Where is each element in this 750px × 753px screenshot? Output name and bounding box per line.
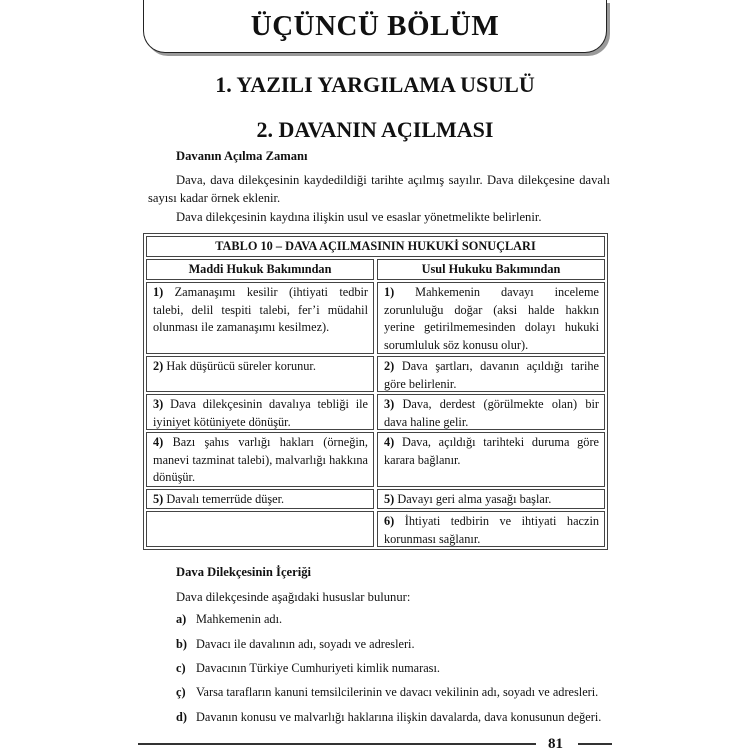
list-item: a) Mahkemenin adı. [176,612,283,626]
list-item: b) Davacı ile davalının adı, soyadı ve adresleri. [176,637,415,651]
page-number: 81 [548,736,563,752]
list-item: d) Davanın konusu ve malvarlığı haklarına ilişkin davalarda, dava konusunun değeri. [176,710,602,724]
column-header-usul: Usul Hukuku Bakımından [377,259,605,280]
list-item: ç) Varsa tarafların kanuni temsilcilerinin ve davacı vekilinin adı, soyadı ve adresleri. [176,685,599,699]
column-header-maddi: Maddi Hukuk Bakımından [146,259,374,280]
table-title: TABLO 10 – DAVA AÇILMASININ HUKUKİ SONUÇLARI [146,236,605,257]
table-cell-right-3: 3) Dava, derdest (görülmekte olan) bir dava haline gelir. [377,394,605,430]
table-cell-right-6: 6) İhtiyati tedbirin ve ihtiyati haczin korunması sağlanır. [377,511,605,547]
table-cell-right-4: 4) Dava, açıldığı tarihteki duruma göre karara bağlanır. [377,432,605,487]
table-cell-left-6-empty [146,511,374,547]
table-cell-left-2: 2) Hak düşürücü süreler korunur. [146,356,374,392]
footer-rule-right [578,743,612,745]
list-item: c) Davacının Türkiye Cumhuriyeti kimlik numarası. [176,661,440,675]
section-title-acilma-zamani: Davanın Açılma Zamanı [176,149,308,163]
section-title-dilekce-icerigi: Dava Dilekçesinin İçeriği [176,565,312,579]
table-cell-left-1: 1) Zamanaşımı kesilir (ihtiyati tedbir talebi, delil tespiti talebi, fer’i müdahil olunması ile zamanaşımı kesilmez). [146,282,374,354]
table-cell-right-2: 2) Dava şartları, davanın açıldığı tarihe göre belirlenir. [377,356,605,392]
table-cell-right-1: 1) Mahkemenin davayı inceleme zorunluluğu doğar (aksi halde hakkın yerine getirilmemesinden dolayı hukuki sorumluluk söz konusu olur). [377,282,605,354]
table-cell-left-5: 5) Davalı temerrüde düşer. [146,489,374,509]
paragraph-1: Dava, dava dilekçesinin kaydedildiği tarihte açılmış sayılır. Dava dilekçesine davalı sayısı kadar örnek eklenir. [148,173,610,205]
table-cell-left-4: 4) Bazı şahıs varlığı hakları (örneğin, manevi tazminat talebi), malvarlığı hakkına dönüşür. [146,432,374,487]
heading-davanin-acilmasi: 2. DAVANIN AÇILMASI [256,117,494,142]
paragraph-2: Dava dilekçesinin kaydına ilişkin usul ve esaslar yönetmelikte belirlenir. [176,210,542,224]
chapter-title: ÜÇÜNCÜ BÖLÜM [250,9,500,42]
table-cell-left-3: 3) Dava dilekçesinin davalıya tebliği ile iyiniyet kötüniyete dönüşür. [146,394,374,430]
heading-yazili-yargilama: 1. YAZILI YARGILAMA USULÜ [215,72,535,97]
table-cell-right-5: 5) Davayı geri alma yasağı başlar. [377,489,605,509]
chapter-banner [143,0,607,53]
section-intro: Dava dilekçesinde aşağıdaki hususlar bulunur: [176,590,411,604]
footer-rule-left [138,743,536,745]
legal-consequences-table [143,233,608,550]
